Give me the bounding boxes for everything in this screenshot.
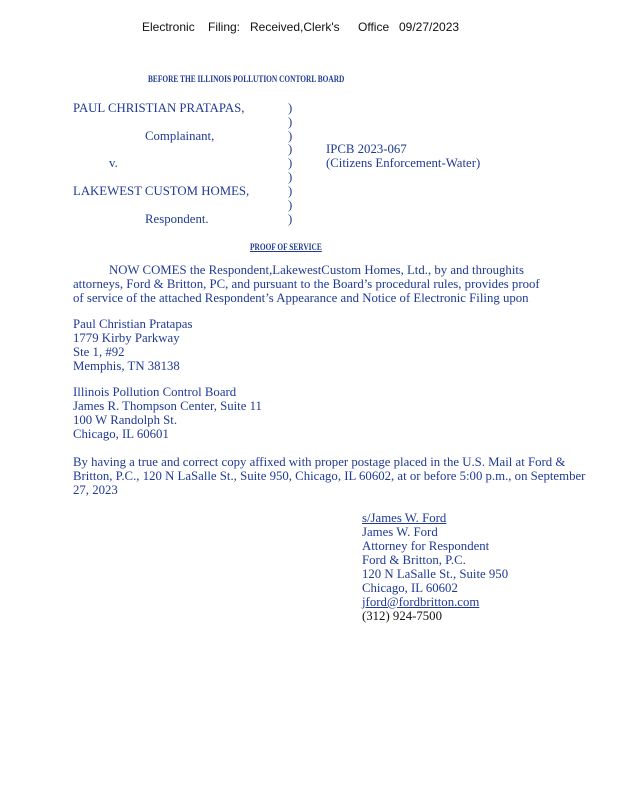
address-line: 100 W Randolph St.: [73, 413, 178, 427]
firm-address: 120 N LaSalle St., Suite 950: [362, 567, 509, 581]
address-line: 1779 Kirby Parkway: [73, 331, 180, 345]
document-title: PROOF OF SERVICE: [250, 242, 322, 252]
paren: ): [288, 101, 293, 115]
stamp-received: Received,Clerk's: [250, 20, 340, 34]
attorney-name: James W. Ford: [362, 525, 438, 539]
case-type: (Citizens Enforcement-Water): [326, 156, 481, 170]
firm-city: Chicago, IL 60602: [362, 581, 458, 595]
paren: ): [288, 170, 293, 184]
firm-name: Ford & Britton, P.C.: [362, 553, 466, 567]
respondent-name: LAKEWEST CUSTOM HOMES,: [73, 184, 250, 198]
intro-paragraph: NOW COMES the Respondent,LakewestCustom Homes, Ltd., by and throughits attorneys, Ford & Britton, PC, and pursuant to the Board’s procedural rules, provides proof of service of the attached Respondent’s Appearance and Notice of Electronic Filing upon: [73, 263, 540, 305]
signature-block: [362, 511, 508, 623]
paren: ): [288, 198, 293, 212]
stamp-date: 09/27/2023: [399, 20, 460, 34]
email-link[interactable]: jford@fordbritton.com: [362, 595, 480, 609]
complainant-name: PAUL CHRISTIAN PRATAPAS,: [73, 101, 245, 115]
case-number: IPCB 2023-067: [326, 142, 407, 156]
address-line: Illinois Pollution Control Board: [73, 385, 237, 399]
stamp-filing: Filing:: [208, 20, 241, 34]
paren: ): [288, 142, 293, 156]
address-line: Memphis, TN 38138: [73, 359, 180, 373]
address-line: Ste 1, #92: [73, 345, 125, 359]
court-heading: BEFORE THE ILLINOIS POLLUTION CONTORL BOARD: [148, 74, 345, 84]
recipient-1: [73, 317, 192, 373]
paren: ): [288, 184, 293, 198]
recipient-2: [73, 385, 262, 441]
stamp-office: Office: [358, 20, 390, 34]
complainant-label: Complainant,: [145, 129, 215, 143]
service-statement: By having a true and correct copy affixed with proper postage placed in the U.S. Mail at Ford & Britton, P.C., 120 N LaSalle St., Suite 950, Chicago, IL 60602, at or before 5:00 p.m., on September 27, 2023: [73, 455, 586, 497]
paren: ): [288, 156, 293, 170]
stamp-electronic: Electronic: [142, 20, 195, 34]
paren: ): [288, 212, 293, 226]
paren: ): [288, 115, 293, 129]
address-line: Paul Christian Pratapas: [73, 317, 193, 331]
address-line: Chicago, IL 60601: [73, 427, 169, 441]
paren: ): [288, 129, 293, 143]
e-signature: s/James W. Ford: [362, 511, 447, 525]
phone-number: (312) 924-7500: [362, 609, 442, 623]
address-line: James R. Thompson Center, Suite 11: [73, 399, 262, 413]
respondent-label: Respondent.: [145, 212, 209, 226]
attorney-role: Attorney for Respondent: [362, 539, 490, 553]
versus: v.: [109, 156, 118, 170]
